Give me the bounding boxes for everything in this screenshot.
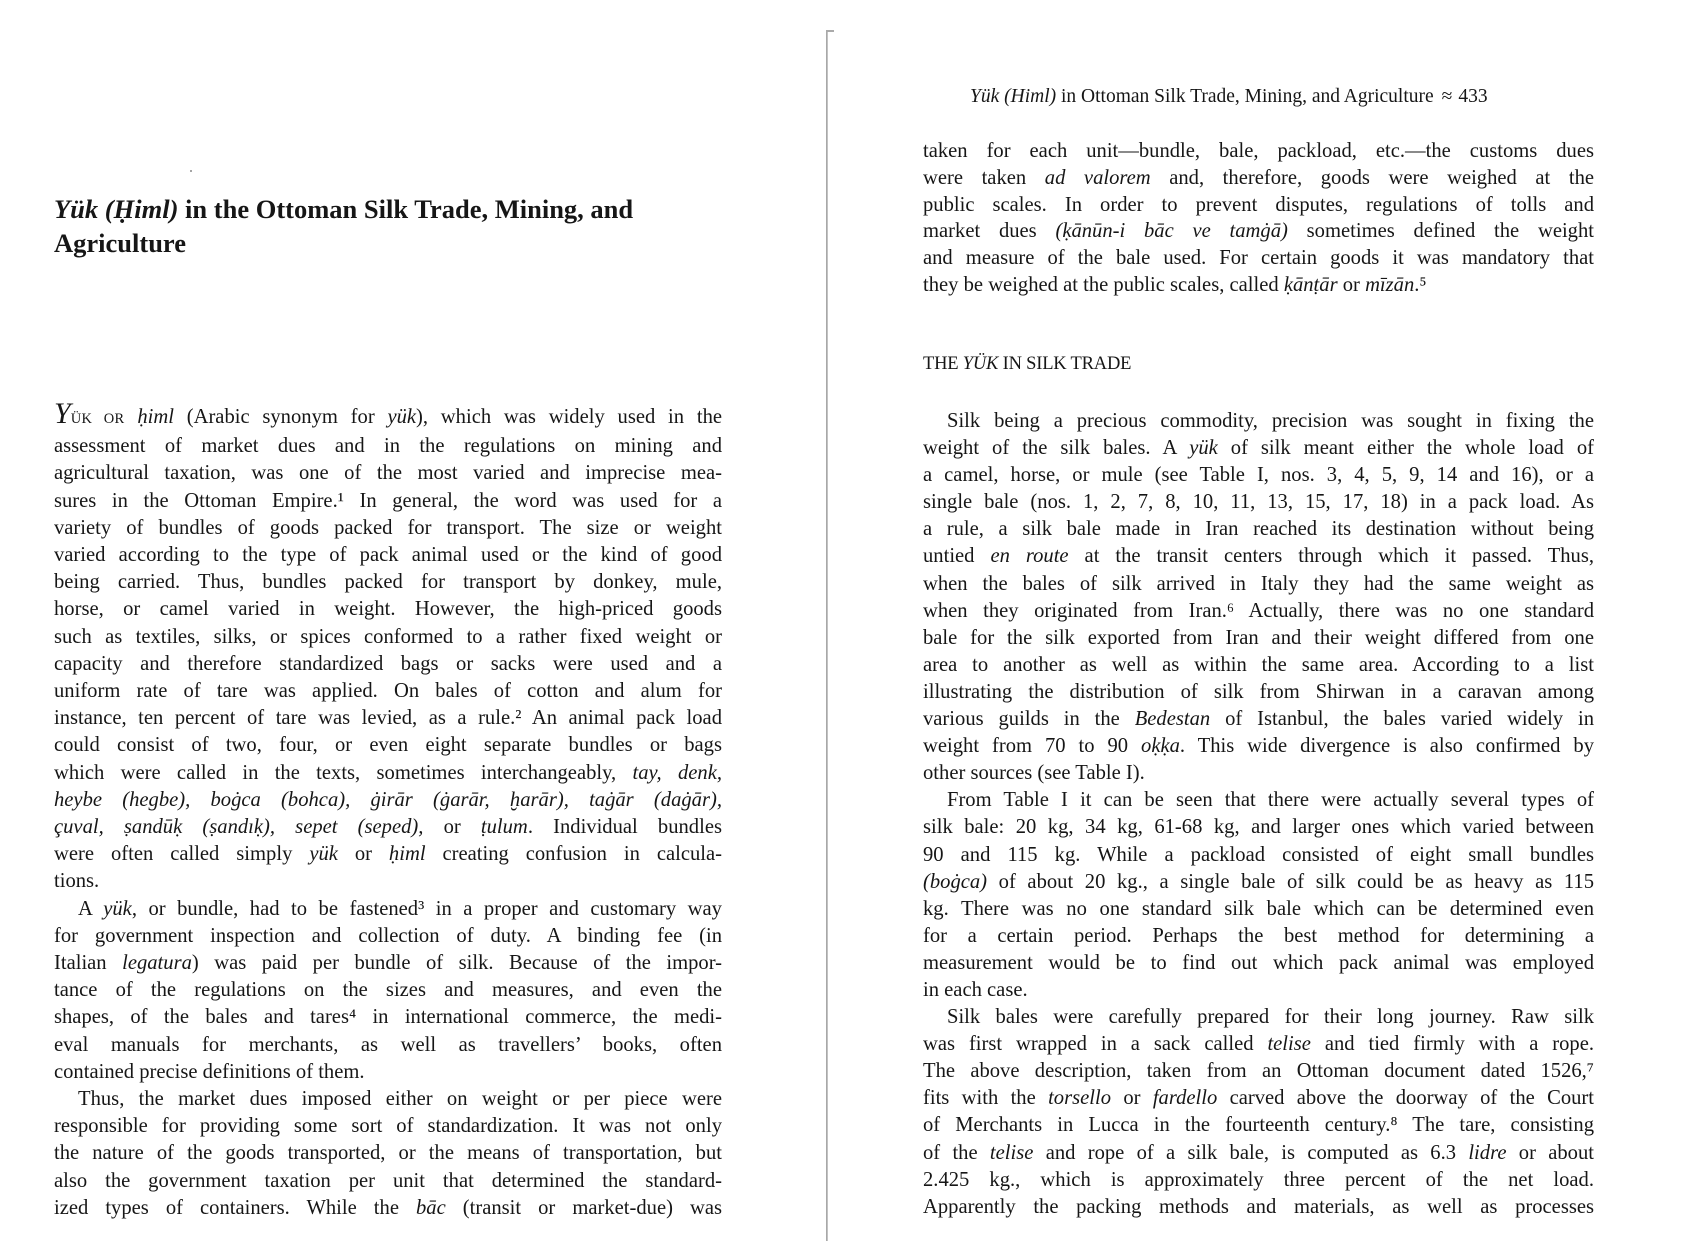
text-run: other sources (see Table I). (923, 762, 1145, 785)
text-line (923, 165, 1594, 192)
italic-term: tay, denk, (632, 761, 723, 784)
text-line (54, 814, 722, 841)
text-line (54, 624, 722, 651)
text-run: also the government taxation per unit that determined the standard- (54, 1169, 722, 1192)
text-run: weight from 70 to 90 (923, 735, 1142, 758)
text-line (923, 787, 1594, 814)
text-line (923, 435, 1594, 462)
text-line (54, 868, 722, 895)
italic-term: ḥiml (388, 843, 426, 866)
text-run: bale for the silk exported from Iran and their weight differed from one (923, 626, 1594, 649)
text-run: and measure of the bale used. For certain goods it was mandatory that (923, 247, 1594, 270)
text-line (923, 760, 1594, 787)
text-line (923, 869, 1594, 896)
italic-term: çuval, ṣandūḳ (ṣandıḳ), sepet (seped), (54, 816, 424, 839)
text-run: The above description, taken from an Ottoman document dated 1526,⁷ (923, 1060, 1594, 1083)
section-heading-part: IN SILK TRADE (998, 354, 1132, 374)
text-run: of about 20 kg., a single bale of silk could be as heavy as 115 (987, 870, 1594, 893)
text-run: 90 and 115 kg. While a packload consisted of eight small bundles (923, 843, 1594, 866)
text-run: tions. (54, 870, 100, 893)
text-line (923, 516, 1594, 543)
text-run: carved above the doorway of the Court (1217, 1087, 1595, 1110)
text-line (923, 489, 1594, 516)
text-line (923, 218, 1594, 245)
italic-term: legatura (122, 952, 192, 975)
text-run: Silk bales were carefully prepared for their long journey. Raw silk (947, 1006, 1594, 1029)
text-line (54, 923, 722, 950)
text-line (54, 1168, 722, 1195)
text-run: responsible for providing some sort of standardization. It was not only (54, 1115, 722, 1138)
right-body-continuation (923, 138, 1594, 299)
text-line (923, 1004, 1594, 1031)
text-line (54, 651, 722, 678)
text-line (923, 192, 1594, 219)
text-run: eval manuals for merchants, as well as travellers’ books, often (54, 1033, 722, 1056)
text-run: of Merchants in Lucca in the fourteenth century.⁸ The tare, consisting (923, 1114, 1594, 1137)
text-run: and rope of a silk bale, is computed as 6.3 (1033, 1141, 1469, 1164)
running-head-title: in Ottoman Silk Trade, Mining, and Agriculture (1056, 86, 1434, 107)
text-run: .⁵ (1414, 273, 1427, 296)
italic-term: yük (309, 843, 338, 866)
text-line (54, 1140, 722, 1167)
paragraph (923, 408, 1594, 787)
italic-term: bāc (416, 1196, 446, 1219)
paragraph (54, 397, 723, 896)
text-line (54, 1059, 722, 1086)
text-line (923, 1031, 1594, 1058)
text-run: . Individual bundles (527, 816, 722, 839)
small-caps-opener: ÜK OR (70, 411, 125, 427)
text-run: the nature of the goods transported, or the means of transportation, but (54, 1142, 722, 1165)
text-line (923, 977, 1594, 1004)
text-line (54, 1195, 722, 1222)
chapter-title-line-2: Agriculture (54, 228, 186, 258)
text-run: a camel, horse, or mule (see Table I, nos. 3, 4, 5, 9, 14 and 16), or a (923, 464, 1594, 487)
text-run: for a certain period. Perhaps the best method for determining a (923, 924, 1594, 947)
text-line (923, 950, 1594, 977)
running-head-italic: Yük (Himl) (970, 86, 1057, 107)
italic-term: en route (990, 545, 1069, 568)
text-line (923, 462, 1594, 489)
text-run: taken for each unit—bundle, bale, packload, etc.—the customs dues (923, 140, 1594, 162)
text-line (923, 598, 1594, 625)
text-line (923, 842, 1594, 869)
text-line (54, 732, 722, 759)
paragraph (54, 1086, 722, 1222)
italic-term: ḳānṭār (1283, 273, 1338, 296)
text-line (54, 433, 722, 460)
text-run: fits with the (923, 1087, 1049, 1110)
text-line (923, 543, 1594, 570)
text-run: contained precise definitions of them. (54, 1060, 365, 1083)
italic-term: oḳḳa (1141, 735, 1180, 758)
text-line (54, 787, 722, 814)
text-line (923, 138, 1594, 165)
text-line (54, 1086, 722, 1113)
paragraph (54, 896, 722, 1086)
text-run: sures in the Ottoman Empire.¹ In general, the word was used for a (54, 489, 722, 512)
text-run: ized types of containers. While the (54, 1196, 416, 1219)
running-head (970, 86, 1488, 108)
italic-term: mīzān (1365, 273, 1415, 296)
left-body-text (54, 397, 723, 1222)
text-run: and, therefore, goods were weighed at the (1150, 166, 1595, 189)
text-line (923, 652, 1594, 679)
text-run: area to another as well as within the same area. According to a list (923, 653, 1594, 676)
text-run: silk bale: 20 kg, 34 kg, 61-68 kg, and larger ones which varied between (923, 816, 1594, 839)
text-run: for government inspection and collection of duty. A binding fee (in (54, 924, 722, 947)
text-run: varied according to the type of pack animal used or the kind of good (54, 544, 722, 567)
italic-term: yük (103, 897, 132, 920)
text-run: sometimes defined the weight (1287, 220, 1594, 243)
text-line (54, 841, 722, 868)
italic-term: ḥiml (137, 406, 174, 428)
text-line (54, 460, 722, 487)
text-run: (Arabic synonym for (173, 406, 388, 428)
text-run: public scales. In order to prevent disputes, regulations of tolls and (923, 193, 1594, 216)
right-body-text (923, 408, 1594, 1221)
text-run: Apparently the packing methods and materials, as well as processes (923, 1195, 1594, 1218)
chapter-title-rest: in the Ottoman Silk Trade, Mining, and (178, 194, 634, 224)
text-line (923, 1140, 1594, 1167)
text-line (923, 408, 1594, 435)
paragraph (923, 1004, 1594, 1221)
text-run: ) was paid per bundle of silk. Because of the impor- (191, 952, 723, 975)
text-line (923, 733, 1594, 760)
section-heading-italic: YÜK (962, 354, 999, 374)
text-run: or (1337, 273, 1366, 296)
text-run: shapes, of the bales and tares⁴ in international commerce, the medi- (54, 1006, 722, 1029)
text-run: in each case. (923, 978, 1028, 1001)
text-line (923, 1085, 1594, 1112)
text-run: various guilds in the (923, 708, 1135, 731)
italic-term: lidre (1468, 1141, 1507, 1164)
chapter-title-line-1 (54, 192, 754, 226)
italic-term: ṭulum (480, 816, 528, 839)
initial-letter: Y (54, 397, 71, 430)
text-line (923, 245, 1594, 272)
text-run: at the transit centers through which it passed. Thus, (1068, 545, 1594, 568)
text-run: when they originated from Iran.⁶ Actually, there was no one standard (923, 599, 1594, 622)
text-line (923, 706, 1594, 733)
text-line (54, 950, 722, 977)
page-gutter-divider (826, 30, 828, 1241)
text-run: illustrating the distribution of silk from Shirwan in a caravan among (923, 680, 1594, 703)
scan-speck (190, 170, 192, 172)
text-line (54, 569, 722, 596)
text-line (54, 1032, 722, 1059)
text-run: or about (1506, 1141, 1594, 1164)
text-run: was first wrapped in a sack called (923, 1033, 1268, 1056)
text-run: when the bales of silk arrived in Italy they had the same weight as (923, 572, 1594, 595)
text-run: uniform rate of tare was applied. On bales of cotton and alum for (54, 680, 722, 703)
chapter-title (54, 192, 754, 260)
text-line (923, 1194, 1594, 1221)
text-run: which were called in the texts, sometimes interchangeably, (54, 761, 633, 784)
text-run: agricultural taxation, was one of the most varied and imprecise mea- (54, 462, 722, 485)
text-line (923, 814, 1594, 841)
paragraph (923, 787, 1594, 1004)
text-run: assessment of market dues and in the regulations on mining and (54, 435, 722, 458)
text-line (923, 1058, 1594, 1085)
page-number: 433 (1458, 86, 1488, 107)
running-head-separator: ≈ (1441, 86, 1453, 107)
text-line (54, 896, 722, 923)
text-run: Italian (54, 952, 123, 975)
chapter-title-italic: Yük (Ḥiml) (54, 194, 179, 224)
text-line (54, 488, 722, 515)
text-line (923, 923, 1594, 950)
text-line (923, 625, 1594, 652)
text-run: and tied firmly with a rope. (1310, 1033, 1594, 1056)
text-line (54, 542, 722, 569)
text-run: a rule, a silk bale made in Iran reached its destination without being (923, 518, 1594, 541)
text-run: A (78, 897, 104, 920)
text-run: being carried. Thus, bundles packed for transport by donkey, mule, (54, 571, 722, 594)
text-run: 2.425 kg., which is approximately three percent of the net load. (923, 1168, 1594, 1191)
text-run: were taken (923, 166, 1045, 189)
text-line (54, 705, 722, 732)
text-run: capacity and therefore standardized bags or sacks were used and a (54, 652, 722, 675)
text-run: market dues (923, 220, 1056, 243)
text-run: of the (923, 1141, 990, 1164)
text-run: or (423, 816, 481, 839)
text-run: measurement would be to find out which pack animal was employed (923, 951, 1594, 974)
text-line (923, 272, 1594, 299)
italic-term: telise (1267, 1033, 1311, 1056)
italic-term: (boġca) (923, 870, 988, 893)
text-run: could consist of two, four, or even eight separate bundles or bags (54, 734, 722, 757)
text-run (125, 406, 138, 428)
text-run: weight of the silk bales. A (923, 437, 1190, 460)
text-line (54, 678, 722, 705)
italic-term: Bedestan (1134, 708, 1211, 731)
italic-term: heybe (hegbe), boġca (bohca), ġirār (ġarār, ḫarār), taġār (daġār), (54, 788, 722, 811)
text-line (54, 977, 722, 1004)
text-line (54, 1004, 722, 1031)
text-run: . This wide divergence is also confirmed by (1179, 735, 1595, 758)
text-run: tance of the regulations on the sizes and measures, and even the (54, 979, 722, 1002)
italic-term: yük (387, 406, 417, 428)
text-run: Silk being a precious commodity, precision was sought in fixing the (947, 410, 1594, 432)
text-run: horse, or camel varied in weight. However, the high-priced goods (54, 598, 722, 621)
text-run: were often called simply (54, 843, 310, 866)
text-run: instance, ten percent of tare was levied, as a rule.² An animal pack load (54, 707, 722, 730)
text-line (923, 1112, 1594, 1139)
gutter-mark (826, 30, 834, 32)
text-line (54, 515, 722, 542)
italic-term: telise (989, 1141, 1034, 1164)
italic-term: fardello (1152, 1087, 1218, 1110)
section-heading (923, 354, 1131, 375)
text-run: such as textiles, silks, or spices conformed to a rather fixed weight or (54, 625, 722, 648)
text-line (54, 397, 723, 433)
text-run: of silk meant either the whole load of (1217, 437, 1594, 460)
italic-term: torsello (1048, 1087, 1111, 1110)
text-line (923, 571, 1594, 598)
text-run: they be weighed at the public scales, called (923, 273, 1284, 296)
text-run: of Istanbul, the bales varied widely in (1210, 708, 1595, 731)
text-run: , or bundle, had to be fastened³ in a proper and customary way (131, 897, 722, 920)
text-run: single bale (nos. 1, 2, 7, 8, 10, 11, 13, 15, 17, 18) in a pack load. As (923, 491, 1594, 514)
text-line (54, 596, 722, 623)
text-run: kg. There was no one standard silk bale which can be determined even (923, 897, 1594, 920)
text-run: untied (923, 545, 991, 568)
text-line (54, 760, 722, 787)
text-line (923, 679, 1594, 706)
text-run: or (1111, 1087, 1153, 1110)
text-run: or (337, 843, 389, 866)
text-run: creating confusion in calcula- (425, 843, 723, 866)
text-run: ), which was widely used in the (416, 406, 723, 428)
text-run: (transit or market-due) was (445, 1196, 722, 1219)
italic-term: (ḳānūn-i bāc ve tamġā) (1055, 220, 1288, 243)
section-heading-part: THE (923, 354, 963, 374)
paragraph (923, 138, 1594, 299)
italic-term: yük (1189, 437, 1218, 460)
text-line (54, 1113, 722, 1140)
italic-term: ad valorem (1044, 166, 1151, 189)
text-run: From Table I it can be seen that there were actually several types of (947, 789, 1594, 812)
text-line (923, 1167, 1594, 1194)
text-run: variety of bundles of goods packed for transport. The size or weight (54, 516, 722, 539)
text-run: Thus, the market dues imposed either on weight or per piece were (78, 1088, 722, 1111)
text-line (923, 896, 1594, 923)
